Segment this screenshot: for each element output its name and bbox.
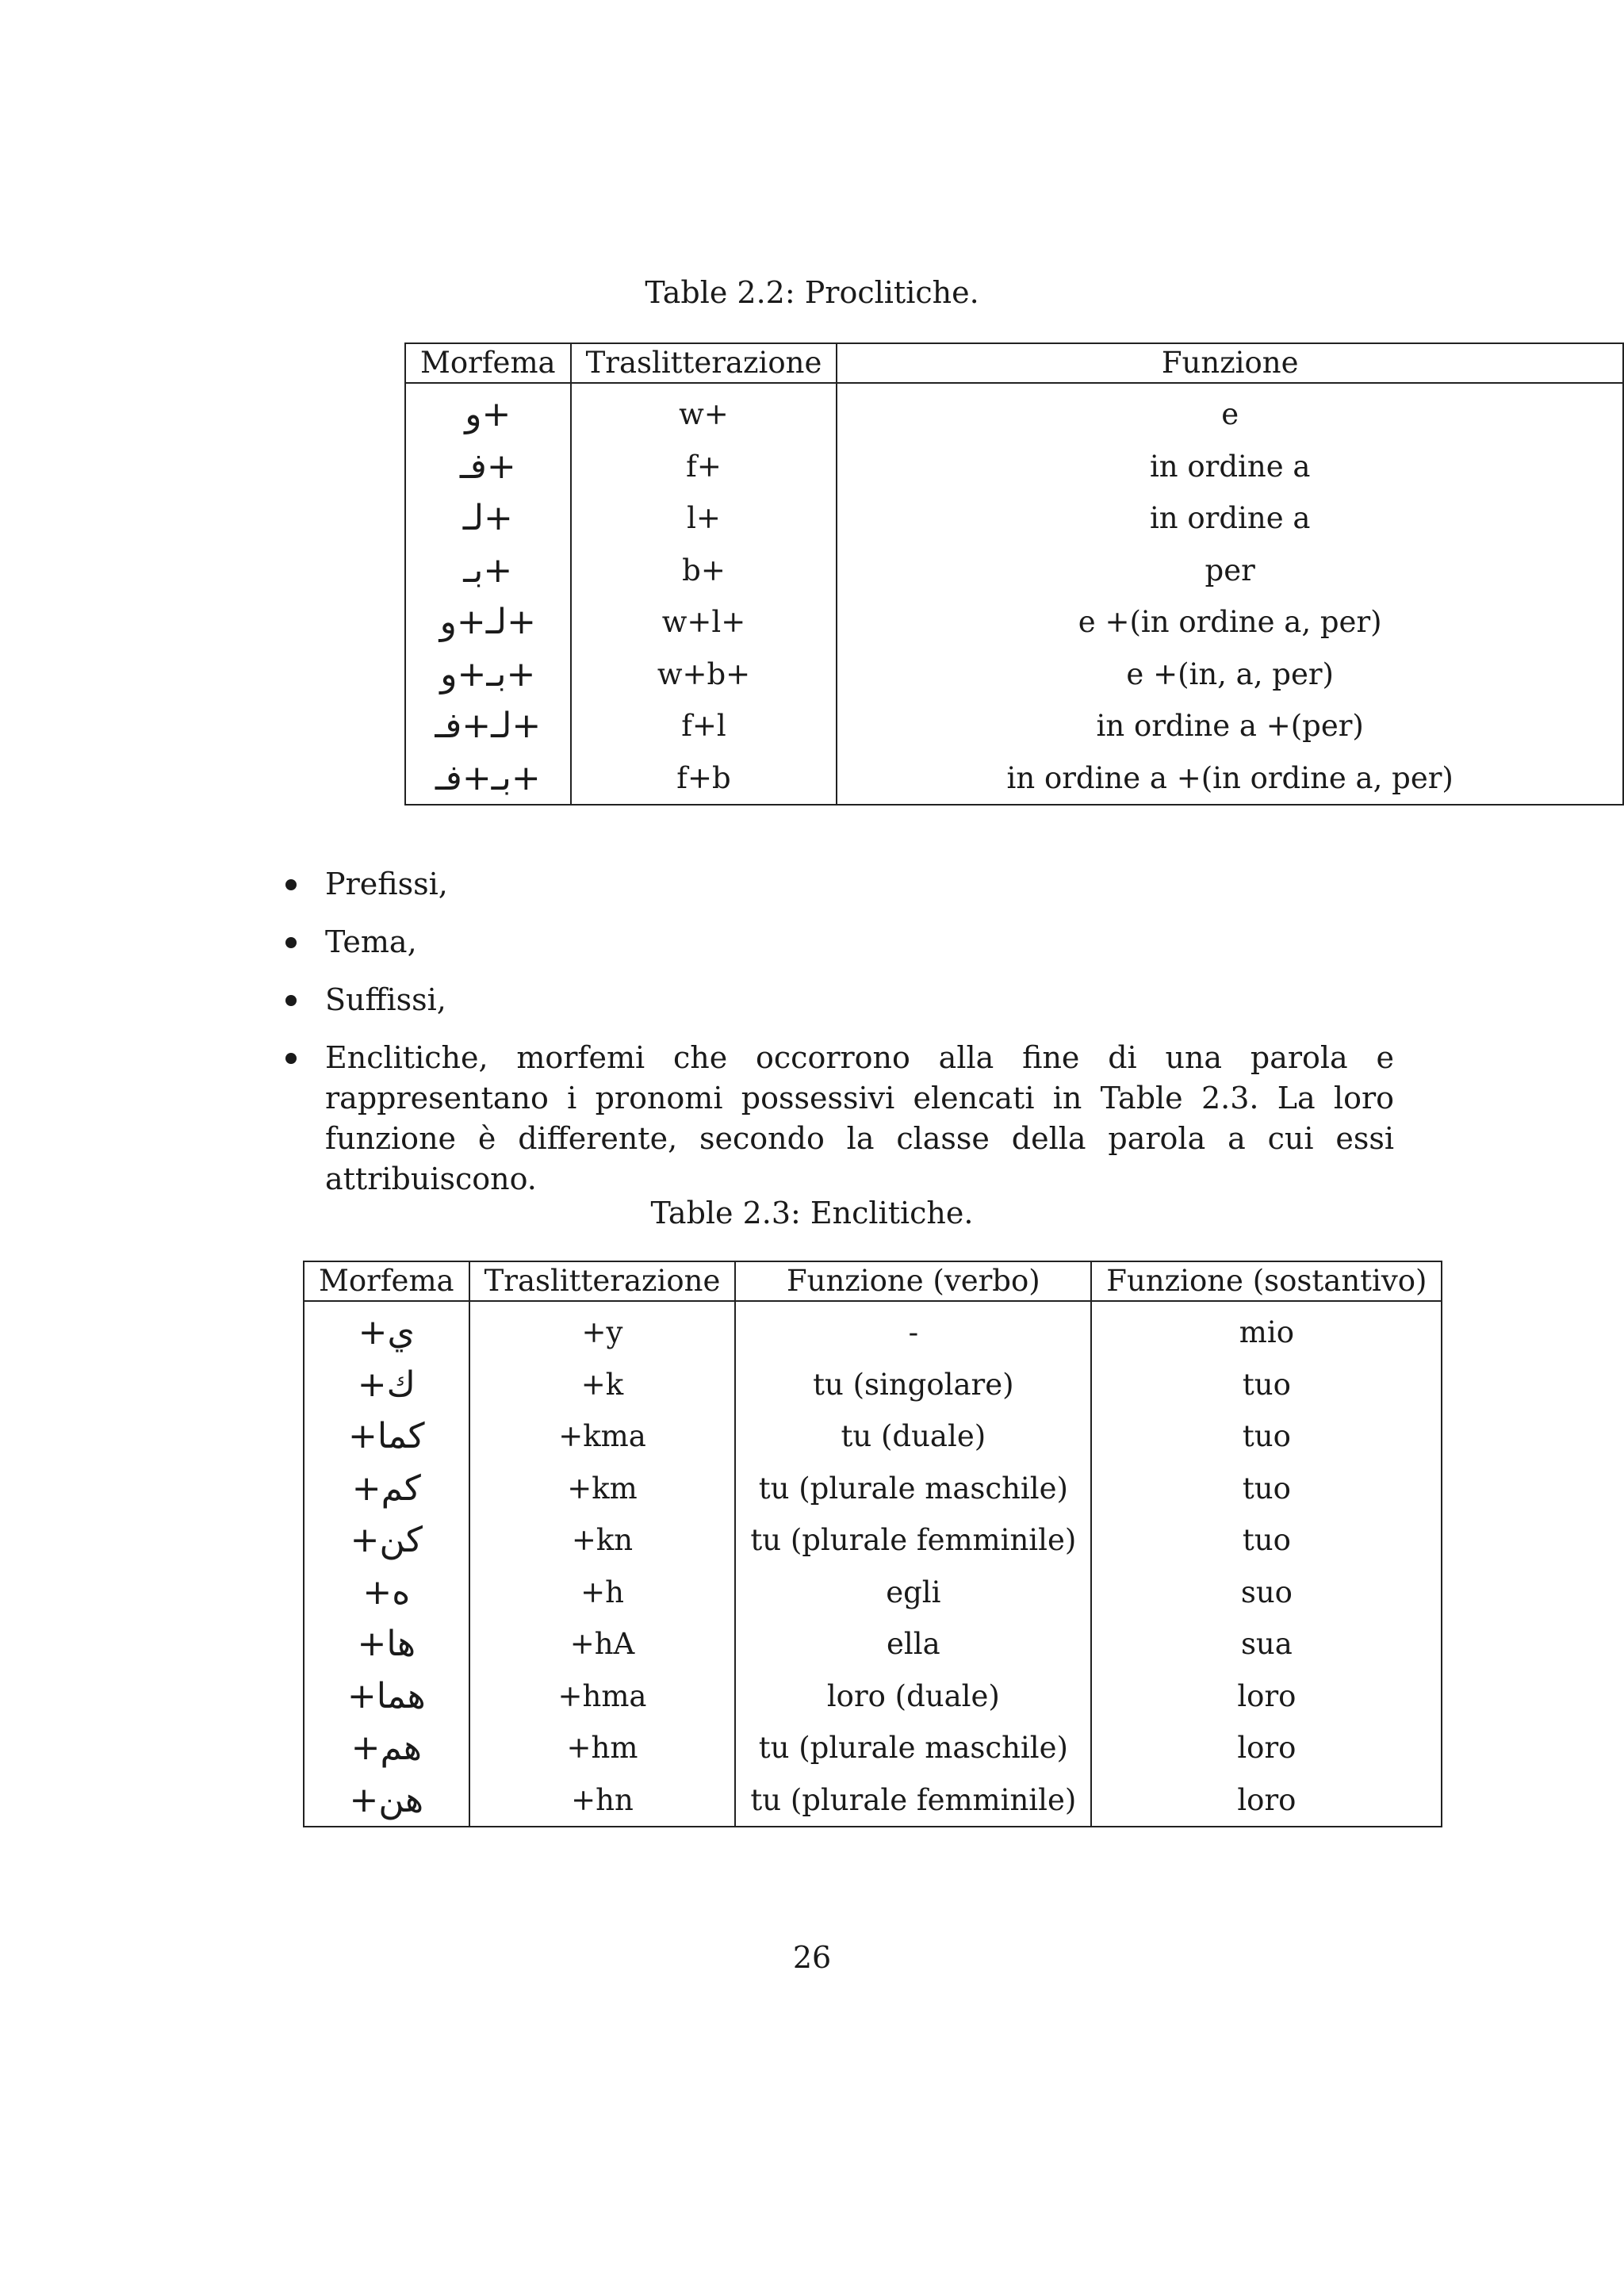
- function-cell: tu (plurale maschile): [735, 1722, 1091, 1774]
- transliteration-cell: +hm: [469, 1722, 736, 1774]
- bullet-icon: [285, 995, 297, 1006]
- transliteration-cell: +kma: [469, 1410, 736, 1463]
- table-row: [405, 700, 1623, 752]
- morpheme-cell: +بـ+و: [405, 649, 571, 701]
- header-morfema: Morfema: [405, 343, 571, 383]
- transliteration-cell: b+: [571, 545, 837, 597]
- table-row: [405, 545, 1623, 597]
- transliteration-cell: +kn: [469, 1514, 736, 1567]
- component-list: [285, 864, 1394, 1217]
- transliteration-cell: +y: [469, 1307, 736, 1359]
- function-cell: tuo: [1091, 1463, 1442, 1515]
- enclitics-table: [303, 1261, 1442, 1827]
- table-row: [405, 492, 1623, 545]
- morpheme-cell: +بـ+فـ: [405, 752, 571, 806]
- table-row: [304, 1410, 1442, 1463]
- transliteration-cell: w+b+: [571, 649, 837, 701]
- table-row: [304, 1670, 1442, 1723]
- function-cell: e +(in ordine a, per): [837, 596, 1623, 649]
- table-row: [304, 1307, 1442, 1359]
- morpheme-cell: كن+: [304, 1514, 469, 1567]
- function-cell: in ordine a: [837, 492, 1623, 545]
- morpheme-cell: كما+: [304, 1410, 469, 1463]
- transliteration-cell: l+: [571, 492, 837, 545]
- header-separator: [405, 383, 1623, 388]
- proclitics-table: [404, 342, 1624, 806]
- function-cell: mio: [1091, 1307, 1442, 1359]
- list-item: Tema,: [285, 922, 1394, 962]
- function-cell: e +(in, a, per): [837, 649, 1623, 701]
- table-row: [405, 649, 1623, 701]
- table-row: [304, 1567, 1442, 1619]
- table-2-2-caption: Table 2.2: Proclitiche.: [645, 275, 979, 310]
- page-number: 26: [792, 1940, 832, 1975]
- morpheme-cell: ي+: [304, 1307, 469, 1359]
- bullet-icon: [285, 879, 297, 890]
- morpheme-cell: ك+: [304, 1359, 469, 1411]
- table-row: [405, 752, 1623, 806]
- morpheme-cell: +فـ: [405, 441, 571, 493]
- header-funzione-verbo: Funzione (verbo): [735, 1261, 1091, 1301]
- function-cell: tuo: [1091, 1514, 1442, 1567]
- transliteration-cell: w+: [571, 388, 837, 441]
- table-row: [405, 596, 1623, 649]
- transliteration-cell: f+l: [571, 700, 837, 752]
- bullet-icon: [285, 1053, 297, 1064]
- table-2-3-caption: Table 2.3: Enclitiche.: [650, 1196, 974, 1230]
- function-cell: tu (singolare): [735, 1359, 1091, 1411]
- function-cell: tuo: [1091, 1359, 1442, 1411]
- transliteration-cell: +hA: [469, 1618, 736, 1670]
- morpheme-cell: +لـ: [405, 492, 571, 545]
- morpheme-cell: +لـ+و: [405, 596, 571, 649]
- function-cell: loro: [1091, 1722, 1442, 1774]
- header-traslitterazione: Traslitterazione: [571, 343, 837, 383]
- function-cell: in ordine a +(per): [837, 700, 1623, 752]
- morpheme-cell: ه+: [304, 1567, 469, 1619]
- function-cell: e: [837, 388, 1623, 441]
- transliteration-cell: +hma: [469, 1670, 736, 1723]
- list-item: Suffissi,: [285, 980, 1394, 1020]
- transliteration-cell: w+l+: [571, 596, 837, 649]
- header-traslitterazione: Traslitterazione: [469, 1261, 736, 1301]
- morpheme-cell: هن+: [304, 1774, 469, 1827]
- function-cell: loro: [1091, 1774, 1442, 1827]
- header-funzione-sostantivo: Funzione (sostantivo): [1091, 1261, 1442, 1301]
- list-item: Prefissi,: [285, 864, 1394, 905]
- function-cell: -: [735, 1307, 1091, 1359]
- function-cell: loro (duale): [735, 1670, 1091, 1723]
- morpheme-cell: ها+: [304, 1618, 469, 1670]
- transliteration-cell: +hn: [469, 1774, 736, 1827]
- function-cell: per: [837, 545, 1623, 597]
- morpheme-cell: هما+: [304, 1670, 469, 1723]
- table-row: [304, 1359, 1442, 1411]
- morpheme-cell: +لـ+فـ: [405, 700, 571, 752]
- function-cell: tu (plurale femminile): [735, 1774, 1091, 1827]
- table-header-row: [405, 343, 1623, 383]
- table-row: [304, 1514, 1442, 1567]
- transliteration-cell: +k: [469, 1359, 736, 1411]
- table-header-row: [304, 1261, 1442, 1301]
- header-morfema: Morfema: [304, 1261, 469, 1301]
- table-row: [304, 1463, 1442, 1515]
- morpheme-cell: كم+: [304, 1463, 469, 1515]
- function-cell: in ordine a +(in ordine a, per): [837, 752, 1623, 806]
- table-row: [405, 388, 1623, 441]
- function-cell: egli: [735, 1567, 1091, 1619]
- function-cell: loro: [1091, 1670, 1442, 1723]
- table-row: [304, 1618, 1442, 1670]
- morpheme-cell: +بـ: [405, 545, 571, 597]
- table-row: [304, 1722, 1442, 1774]
- header-funzione: Funzione: [837, 343, 1623, 383]
- function-cell: suo: [1091, 1567, 1442, 1619]
- function-cell: ella: [735, 1618, 1091, 1670]
- function-cell: tu (duale): [735, 1410, 1091, 1463]
- bullet-icon: [285, 937, 297, 948]
- transliteration-cell: f+: [571, 441, 837, 493]
- function-cell: tu (plurale femminile): [735, 1514, 1091, 1567]
- morpheme-cell: هم+: [304, 1722, 469, 1774]
- list-item: Enclitiche, morfemi che occorrono alla fine di una parola e rappresentano i pronomi possessivi elencati in Table 2.3. La loro funzione è differente, secondo la classe della parola a cui essi attribuiscono.: [285, 1038, 1394, 1200]
- transliteration-cell: +km: [469, 1463, 736, 1515]
- function-cell: sua: [1091, 1618, 1442, 1670]
- table-row: [405, 441, 1623, 493]
- transliteration-cell: +h: [469, 1567, 736, 1619]
- function-cell: in ordine a: [837, 441, 1623, 493]
- function-cell: tuo: [1091, 1410, 1442, 1463]
- morpheme-cell: +و: [405, 388, 571, 441]
- function-cell: tu (plurale maschile): [735, 1463, 1091, 1515]
- transliteration-cell: f+b: [571, 752, 837, 806]
- table-row: [304, 1774, 1442, 1827]
- header-separator: [304, 1301, 1442, 1307]
